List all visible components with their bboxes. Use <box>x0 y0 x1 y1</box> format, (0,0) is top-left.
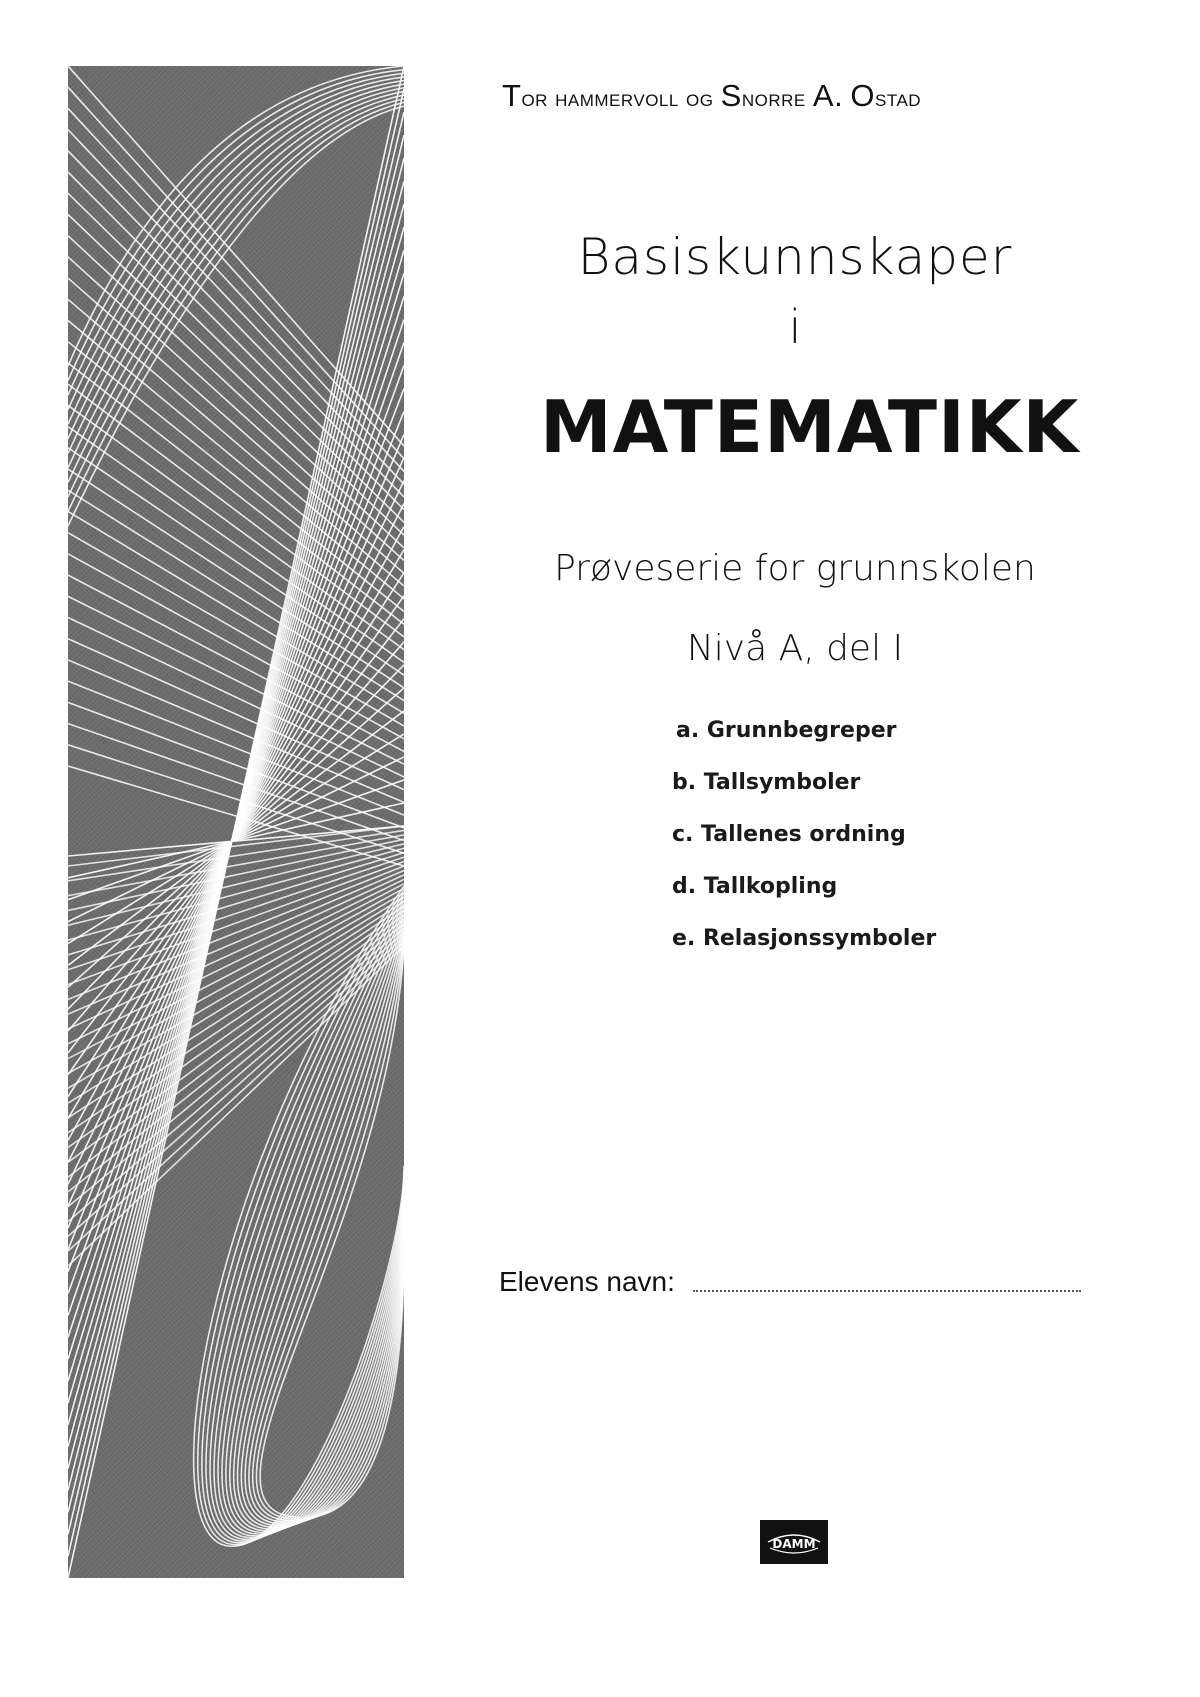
topic-item: a. Grunnbegreper <box>676 718 897 743</box>
student-name-dotted-line[interactable] <box>693 1289 1081 1292</box>
publisher-logo <box>760 1520 828 1564</box>
second-author-last-name: stad <box>874 85 922 112</box>
string-art-illustration <box>68 66 404 1578</box>
subtitle: Prøveserie for grunnskolen <box>554 548 1036 589</box>
topic-list <box>672 705 936 965</box>
author-initial: T <box>502 78 522 113</box>
damm-logo-icon <box>760 1520 828 1564</box>
student-name-field <box>499 1266 1081 1298</box>
string-art-lines <box>68 66 404 1578</box>
topic-item: b. Tallsymboler <box>672 770 861 795</box>
first-author-name: or hammervoll <box>521 85 679 112</box>
second-author-first-name: norre <box>741 85 806 112</box>
title-main: MATEMATIKK <box>540 385 1080 469</box>
topic-item: d. Tallkopling <box>672 874 838 899</box>
author-initial: S <box>720 78 742 113</box>
topic-item: e. Relasjonssymboler <box>672 926 937 951</box>
level-label: Nivå A, del I <box>686 628 904 669</box>
title-line-1: Basiskunnskaper <box>577 228 1013 286</box>
decorative-string-art-panel <box>68 66 404 1578</box>
authors-line <box>502 78 921 114</box>
student-name-label: Elevens navn: <box>499 1266 675 1297</box>
author-initial: O <box>850 78 875 113</box>
authors-conjunction: og <box>686 85 714 112</box>
publisher-logo-text: DAMM <box>772 1537 816 1551</box>
title-line-2: i <box>788 300 802 354</box>
topic-item: c. Tallenes ordning <box>672 822 906 847</box>
second-author-middle-initial: A. <box>812 78 844 113</box>
